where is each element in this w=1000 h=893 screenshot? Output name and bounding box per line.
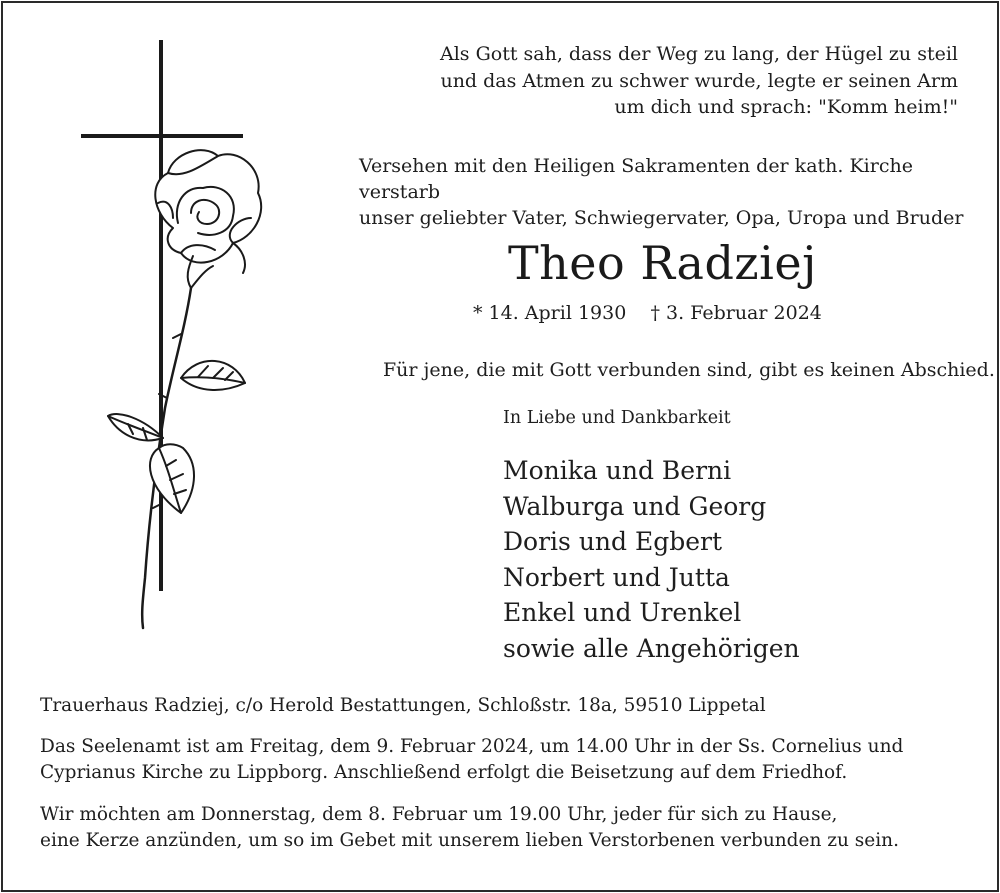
intro-line: Versehen mit den Heiligen Sakramenten der kath. Kirche verstarb xyxy=(359,155,913,203)
candle-line: Wir möchten am Donnerstag, dem 8. Februar um 19.00 Uhr, jeder für sich zu Hause, xyxy=(40,804,838,825)
mourning-house-address: Trauerhaus Radziej, c/o Herold Bestattungen, Schloßstr. 18a, 59510 Lippetal xyxy=(40,695,766,716)
deceased-name: Theo Radziej xyxy=(508,236,817,290)
mourner-entry: Doris und Egbert xyxy=(503,527,723,556)
poem-line: Als Gott sah, dass der Weg zu lang, der Hügel zu steil xyxy=(440,43,958,65)
funeral-service-info xyxy=(40,734,980,786)
death-date: † 3. Februar 2024 xyxy=(650,302,822,324)
poem-line: und das Atmen zu schwer wurde, legte er seinen Arm xyxy=(440,69,958,92)
mourner-entry: Enkel und Urenkel xyxy=(503,598,742,627)
intro-line: unser geliebter Vater, Schwiegervater, Opa, Uropa und Bruder xyxy=(359,207,964,229)
mourner-entry: Norbert und Jutta xyxy=(503,562,730,592)
candle-invitation xyxy=(40,802,980,854)
mourner-entry: sowie alle Angehörigen xyxy=(503,633,800,663)
greeting-line: In Liebe und Dankbarkeit xyxy=(503,408,731,428)
intro-text xyxy=(359,153,979,231)
service-line: Cyprianus Kirche zu Lippborg. Anschließend erfolgt die Beisetzung auf dem Friedhof. xyxy=(40,762,848,783)
mourners-list xyxy=(503,453,800,666)
birth-date: * 14. April 1930 xyxy=(473,302,627,324)
candle-line: eine Kerze anzünden, um so im Gebet mit unserem lieben Verstorbenen verbunden zu sein. xyxy=(40,830,899,851)
cross-icon xyxy=(81,40,243,591)
opening-poem xyxy=(303,41,958,121)
obituary-card xyxy=(1,1,999,892)
cross-and-rose-illustration xyxy=(73,38,263,638)
rose-icon xyxy=(108,150,261,628)
farewell-quote: Für jene, die mit Gott verbunden sind, gibt es keinen Abschied. xyxy=(383,359,995,381)
poem-line: um dich und sprach: "Komm heim!" xyxy=(614,96,958,118)
mourner-entry: Walburga und Georg xyxy=(503,491,767,521)
service-line: Das Seelenamt ist am Freitag, dem 9. Februar 2024, um 14.00 Uhr in der Ss. Cornelius und xyxy=(40,736,904,757)
mourner-entry: Monika und Berni xyxy=(503,456,732,485)
life-dates xyxy=(473,300,822,326)
